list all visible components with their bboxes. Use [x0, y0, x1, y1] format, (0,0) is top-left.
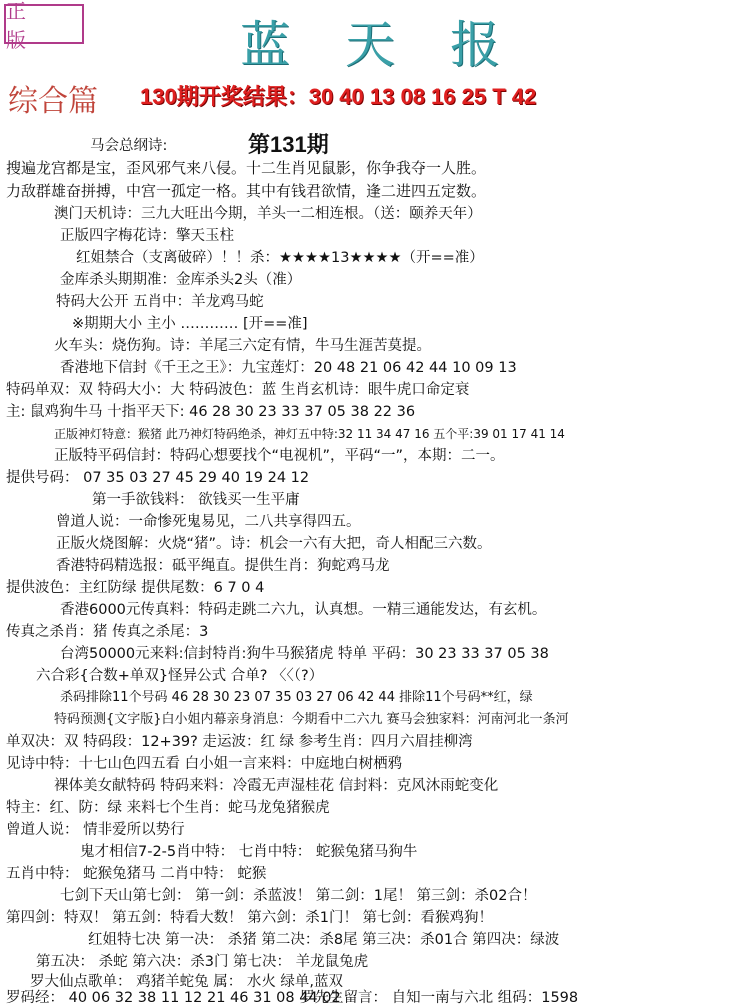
text-line: 特码预测{文字版}白小姐内幕亲身消息：今期看中二六九 赛马会独家料：河南河北一条河: [54, 712, 569, 727]
text-line: 曾道人说：一命惨死鬼易见，二八共享得四五。: [56, 514, 361, 530]
title-char: 天: [345, 16, 395, 74]
text-line: 澳门天机诗：三九大旺出今期，羊头一二相连根。（送：颐养天年）: [54, 206, 482, 222]
text-line: 鬼才相信7-2-5肖中特： 七肖中特： 蛇猴兔猪马狗牛: [80, 844, 418, 860]
title-char: 蓝: [240, 16, 290, 74]
text-line: 传真之杀肖：猪 传真之杀尾：3: [6, 624, 209, 640]
text-line: 正版四字梅花诗：擎天玉柱: [60, 228, 234, 244]
text-line: 搜遍龙宫都是宝，歪风邪气来八侵。十二生肖见鼠影，你争我夺一人胜。: [6, 159, 487, 177]
text-line: 六合彩{合数+单双}怪异公式 合单? 〈〈（?）: [36, 668, 324, 684]
text-line: 马会总纲诗:: [90, 138, 168, 154]
title-char: 报: [450, 16, 500, 74]
draw-result: 130期开奖结果：30 40 13 08 16 25 T 42: [140, 84, 537, 109]
text-line: 力敌群雄奋拼搏，中宫一孤定一格。其中有钱君欲情，逢二进四五定数。: [6, 182, 487, 200]
text-line: 香港地下信封《千王之王》：九宝莲灯：20 48 21 06 42 44 10 09 13: [60, 360, 517, 376]
text-line: 特主：红、防：绿 来料七个生肖：蛇马龙兔猪猴虎: [6, 800, 330, 816]
text-line: 金库杀头期期准：金库杀头2头（准）: [60, 272, 302, 288]
text-line: 特码大公开 五肖中：羊龙鸡马蛇: [56, 294, 264, 310]
text-line: 五肖中特： 蛇猴兔猪马 二肖中特： 蛇猴: [6, 866, 267, 882]
text-line: 提供波色：主红防绿 提供尾数：6 7 0 4: [6, 580, 265, 596]
text-line: 罗码经： 40 06 32 38 11 12 21 46 31 08 44 02: [6, 990, 341, 1006]
text-line: ※期期大小 主小 ………… [开==准]: [72, 316, 308, 332]
text-line: 香港特码精选报：砥平绳直。提供生肖：狗蛇鸡马龙: [56, 558, 390, 574]
text-line: 第一手欲钱料： 欲钱买一生平庸: [92, 492, 300, 508]
text-line: 提供号码： 07 35 03 27 45 29 40 19 24 12: [6, 470, 310, 486]
text-line: 台湾50000元来料:信封特肖:狗牛马猴猪虎 特单 平码：30 23 33 37 05 38: [60, 646, 549, 662]
text-line: 罗先生留言： 自知一南与六北 组码：1598: [300, 990, 579, 1006]
text-line: 见诗中特：十七山色四五看 白小姐一言来料：中庭地白树栖鸦: [6, 756, 403, 772]
text-line: 主: 鼠鸡狗牛马 十指平天下: 46 28 30 23 33 37 05 38 22 36: [6, 404, 416, 420]
text-line: 火车头：烧伤狗。诗：羊尾三六定有情，牛马生涯苦莫提。: [54, 338, 431, 354]
text-line: 红姐特七决 第一决： 杀猪 第二决：杀8尾 第三决：杀01合 第四决：绿波: [88, 932, 560, 948]
text-line: 曾道人说： 情非爱所以势行: [6, 822, 185, 838]
text-line: 第四剑：特双！ 第五剑：特看大数！ 第六剑：杀1门！ 第七剑：看猴鸡狗！: [6, 910, 494, 926]
text-line: 杀码排除11个号码 46 28 30 23 07 35 03 27 06 42 44 排除11个号码**红，绿: [60, 690, 533, 705]
text-line: 裸体美女献特码 特码来料：冷霞无声湿桂花 信封料：克风沐雨蛇变化: [54, 778, 499, 794]
section-heading: 综合篇: [8, 84, 98, 119]
text-line: 第五决： 杀蛇 第六决：杀3门 第七决： 羊龙鼠兔虎: [36, 954, 369, 970]
text-line: 单双决：双 特码段：12+39? 走运波：红 绿 参考生肖：四月六眉挂柳湾: [6, 734, 473, 750]
text-line: 正版火烧图解：火烧“猪”。诗：机会一六有大把，奇人相配三六数。: [56, 536, 492, 552]
text-line: 正版特平码信封：特码心想要找个“电视机”，平码“一”，本期：二一。: [54, 448, 505, 464]
text-line: 红姐禁合（支离破碎）！！杀：★★★★13★★★★（开==准）: [76, 250, 484, 266]
issue-number: 第131期: [248, 132, 329, 157]
text-line: 罗大仙点歌单： 鸡猪羊蛇兔 属： 水火 绿单,蓝双: [30, 974, 344, 990]
text-line: 七剑下天山第七剑： 第一剑：杀蓝波！ 第二剑：1尾！ 第三剑：杀02合！: [60, 888, 537, 904]
newspaper-title: [240, 6, 500, 76]
genuine-edition-badge: 正 版: [4, 4, 84, 44]
text-line: 正版神灯特意：猴猪 此乃神灯特码绝杀，神灯五中特:32 11 34 47 16 五个平:39 01 17 41 14: [54, 427, 565, 441]
text-line: 特码单双：双 特码大小：大 特码波色：蓝 生肖玄机诗：眼牛虎口命定衰: [6, 382, 470, 398]
text-line: 香港6000元传真料：特码走跳二六九，认真想。一精三通能发达，有玄机。: [60, 602, 547, 618]
